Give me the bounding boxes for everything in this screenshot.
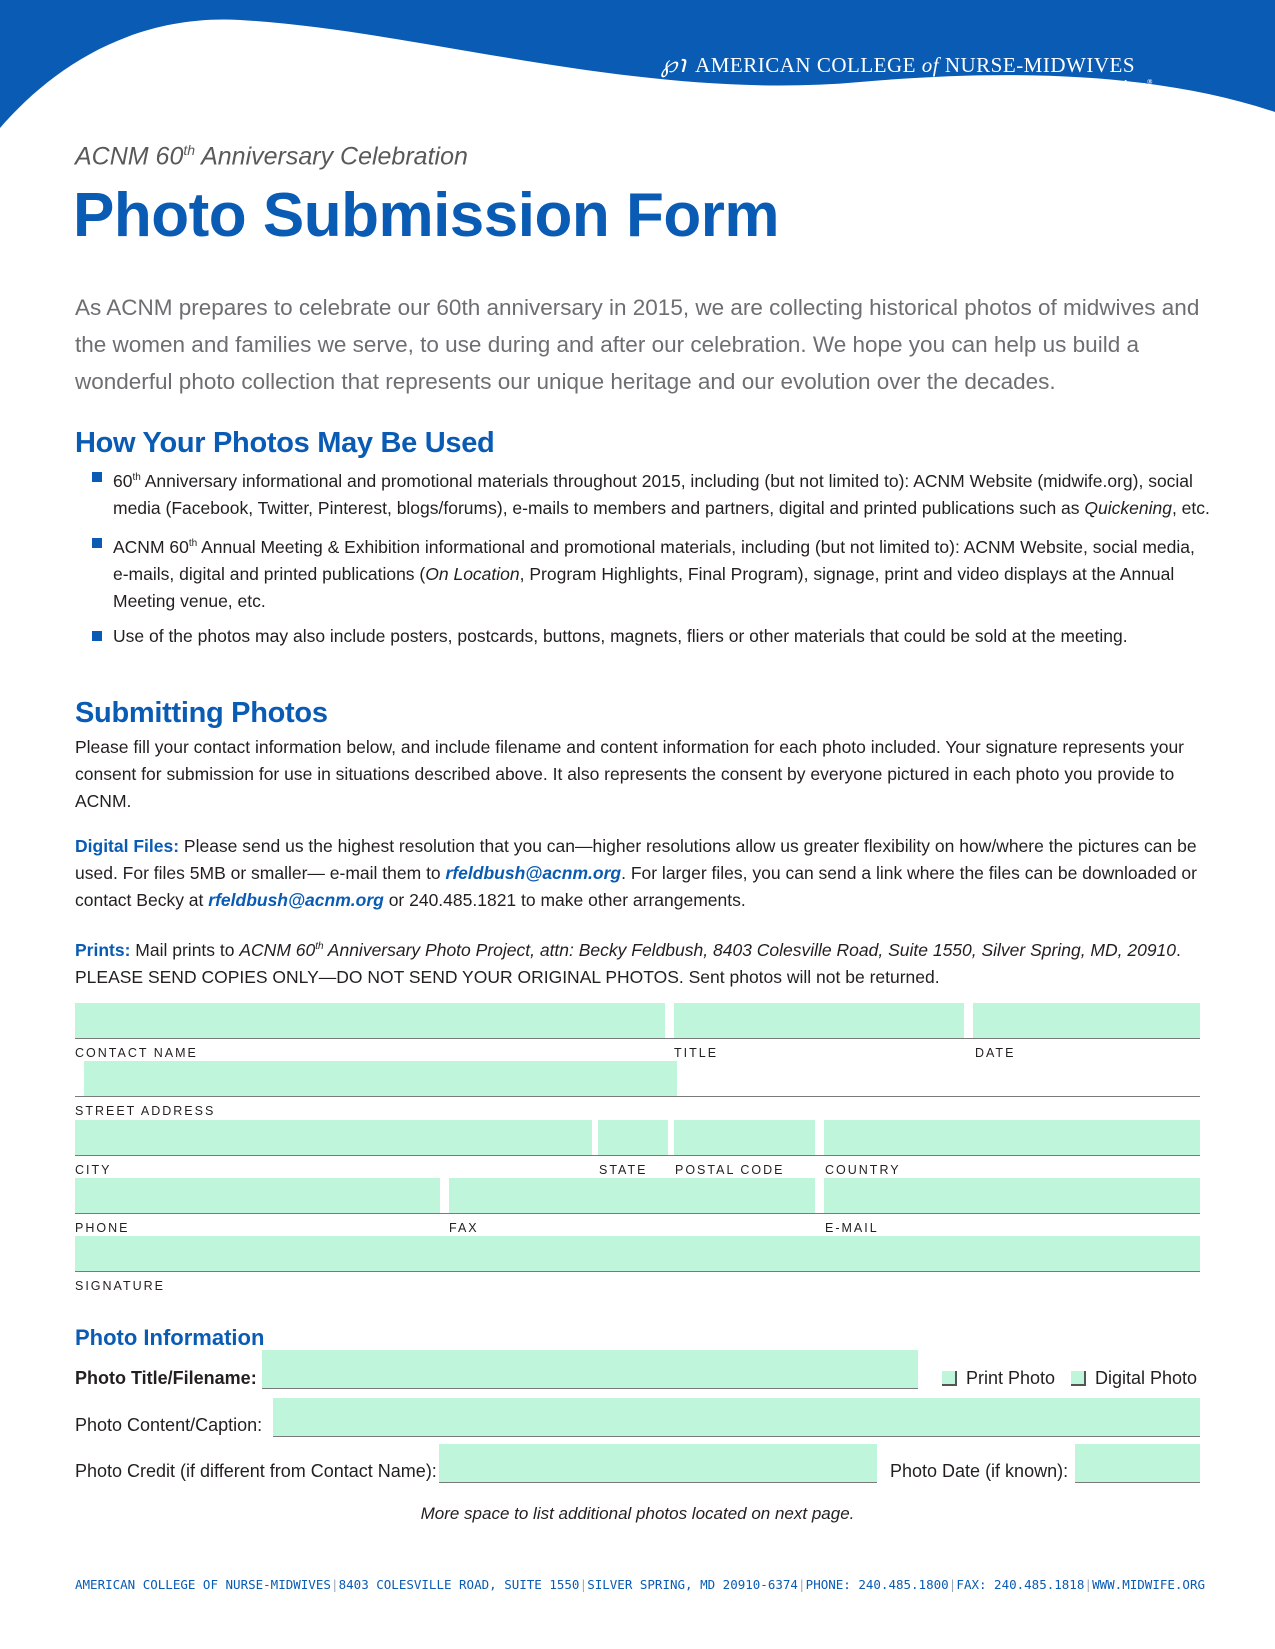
print-photo-label: Print Photo [966,1368,1056,1388]
email-input[interactable] [824,1178,1200,1213]
signature-label: SIGNATURE [75,1279,165,1293]
footer-separator: | [948,1577,957,1592]
photo-credit-label: Photo Credit (if different from Contact Name): [75,1461,437,1481]
signature-input[interactable] [75,1236,1200,1271]
digital-photo-label: Digital Photo [1095,1368,1198,1388]
org-name-before: AMERICAN COLLEGE [695,53,916,77]
usage-item: ACNM 60th Annual Meeting & Exhibition informational and promotional materials, including (but not limited to): ACNM Website, social media, e-mails, digital and printed publications (On Location, Program Highlights, Final Program), signage, print and video displays at the Annual Meeting venue, etc. [92,530,1212,615]
city-input[interactable] [75,1120,592,1155]
page-footer [75,1577,1205,1592]
photo-info-heading: Photo Information [75,1325,265,1350]
org-name-after: NURSE-MIDWIVES [944,53,1135,77]
email-label: E-MAIL [825,1221,879,1235]
usage-item: 60th Anniversary informational and promotional materials throughout 2015, including (but not limited to): ACNM Website (midwife.org), social media (Facebook, Twitter, Pinterest, blogs/forums), e-mails to members and partners, digital and printed publications such as Quickening, etc. [92,464,1212,522]
form-rule [439,1482,877,1483]
form-rule [75,1096,1200,1097]
form-rule [75,1213,1200,1214]
org-tagline: With women, for a lifetime® [971,78,1153,94]
photo-date-label: Photo Date (if known): [890,1461,1069,1481]
footer-separator: | [330,1577,339,1592]
submitting-heading: Submitting Photos [75,697,328,729]
footer-separator: | [798,1577,806,1592]
photo-caption-input[interactable] [273,1398,1200,1436]
digital-photo-checkbox[interactable] [1071,1371,1086,1386]
photo-title-label: Photo Title/Filename: [75,1368,257,1388]
bullet-square-icon [92,631,102,641]
country-label: COUNTRY [825,1163,901,1177]
footer-street: 8403 COLESVILLE ROAD, SUITE 1550 [338,1577,580,1592]
footer-separator: | [1084,1577,1092,1592]
fax-input[interactable] [449,1178,815,1213]
city-label: CITY [75,1163,112,1177]
digital-files-paragraph: Digital Files: Please send us the highest resolution that you can—higher resolutions allow us greater flexibility on how/where the pictures can be used. For files 5MB or smaller— e-mail them to rfeldbush@acnm.org. For larger files, you can send a link where the files can be downloaded or contact Becky at rfeldbush@acnm.org or 240.485.1821 to make other arrangements. [75,836,1197,910]
title-label: TITLE [674,1046,719,1060]
form-rule [75,1271,1200,1272]
phone-label: PHONE [75,1221,130,1235]
street-address-label: STREET ADDRESS [75,1104,216,1118]
photo-caption-label: Photo Content/Caption: [75,1415,263,1435]
footer-fax: FAX: 240.485.1818 [956,1577,1085,1592]
email-link[interactable]: rfeldbush@acnm.org [208,890,384,910]
intro-paragraph: As ACNM prepares to celebrate our 60th anniversary in 2015, we are collecting historical photos of midwives and the women and families we serve, to use during and after our celebration. We hope you can help us build a wonderful photo collection that represents our unique heritage and our evolution over the decades. [75,295,1200,394]
street-address-input[interactable] [84,1061,677,1096]
page-subtitle: ACNM 60th Anniversary Celebration [75,142,468,171]
bullet-square-icon [92,538,102,548]
prints-paragraph: Prints: Mail prints to ACNM 60th Anniversary Photo Project, attn: Becky Feldbush, 8403 Colesville Road, Suite 1550, Silver Spring, MD, 20910. PLEASE SEND COPIES ONLY—DO NOT SEND YOUR ORIGINAL PHOTOS. Sent photos will not be returned. [75,939,1181,987]
midwife-logo-icon: ℘℩ [660,52,687,78]
photo-credit-input[interactable] [439,1444,877,1482]
bullet-square-icon [92,472,102,482]
photo-title-input[interactable] [262,1350,918,1388]
footer-website-link[interactable]: WWW.MIDWIFE.ORG [1092,1577,1205,1592]
print-photo-checkbox[interactable] [942,1371,957,1386]
usage-list [92,464,1212,658]
footer-org: AMERICAN COLLEGE OF NURSE-MIDWIVES [75,1577,331,1592]
footer-city: SILVER SPRING, MD 20910-6374 [587,1577,798,1592]
postal-code-label: POSTAL CODE [675,1163,785,1177]
additional-photos-note: More space to list additional photos located on next page. [420,1504,855,1523]
form-rule [273,1436,1200,1437]
fax-label: FAX [449,1221,479,1235]
state-input[interactable] [598,1120,668,1155]
usage-heading: How Your Photos May Be Used [75,427,495,459]
footer-separator: | [579,1577,588,1592]
org-name-of: of [921,53,940,77]
footer-phone: PHONE: 240.485.1800 [805,1577,949,1592]
usage-item: Use of the photos may also include posters, postcards, buttons, magnets, fliers or other materials that could be sold at the meeting. [92,623,1212,650]
email-link[interactable]: rfeldbush@acnm.org [445,863,622,883]
form-rule [75,1155,1200,1156]
date-input[interactable] [973,1003,1200,1038]
form-rule [262,1388,918,1389]
form-rule [75,1038,1200,1039]
phone-input[interactable] [75,1178,440,1213]
state-label: STATE [599,1163,648,1177]
photo-date-input[interactable] [1075,1444,1200,1482]
page-title: Photo Submission Form [73,181,779,250]
submitting-paragraph: Please fill your contact information below, and include filename and content information for each photo included. Your signature represents your consent for submission for use in situations described above. It also represents the consent by everyone pictured in each photo you provide to ACNM. [75,737,1185,811]
org-logo [661,50,1135,79]
date-label: DATE [975,1046,1016,1060]
title-input[interactable] [674,1003,964,1038]
form-rule [1075,1482,1200,1483]
contact-name-input[interactable] [75,1003,665,1038]
contact-name-label: CONTACT NAME [75,1046,198,1060]
postal-code-input[interactable] [674,1120,815,1155]
country-input[interactable] [824,1120,1200,1155]
